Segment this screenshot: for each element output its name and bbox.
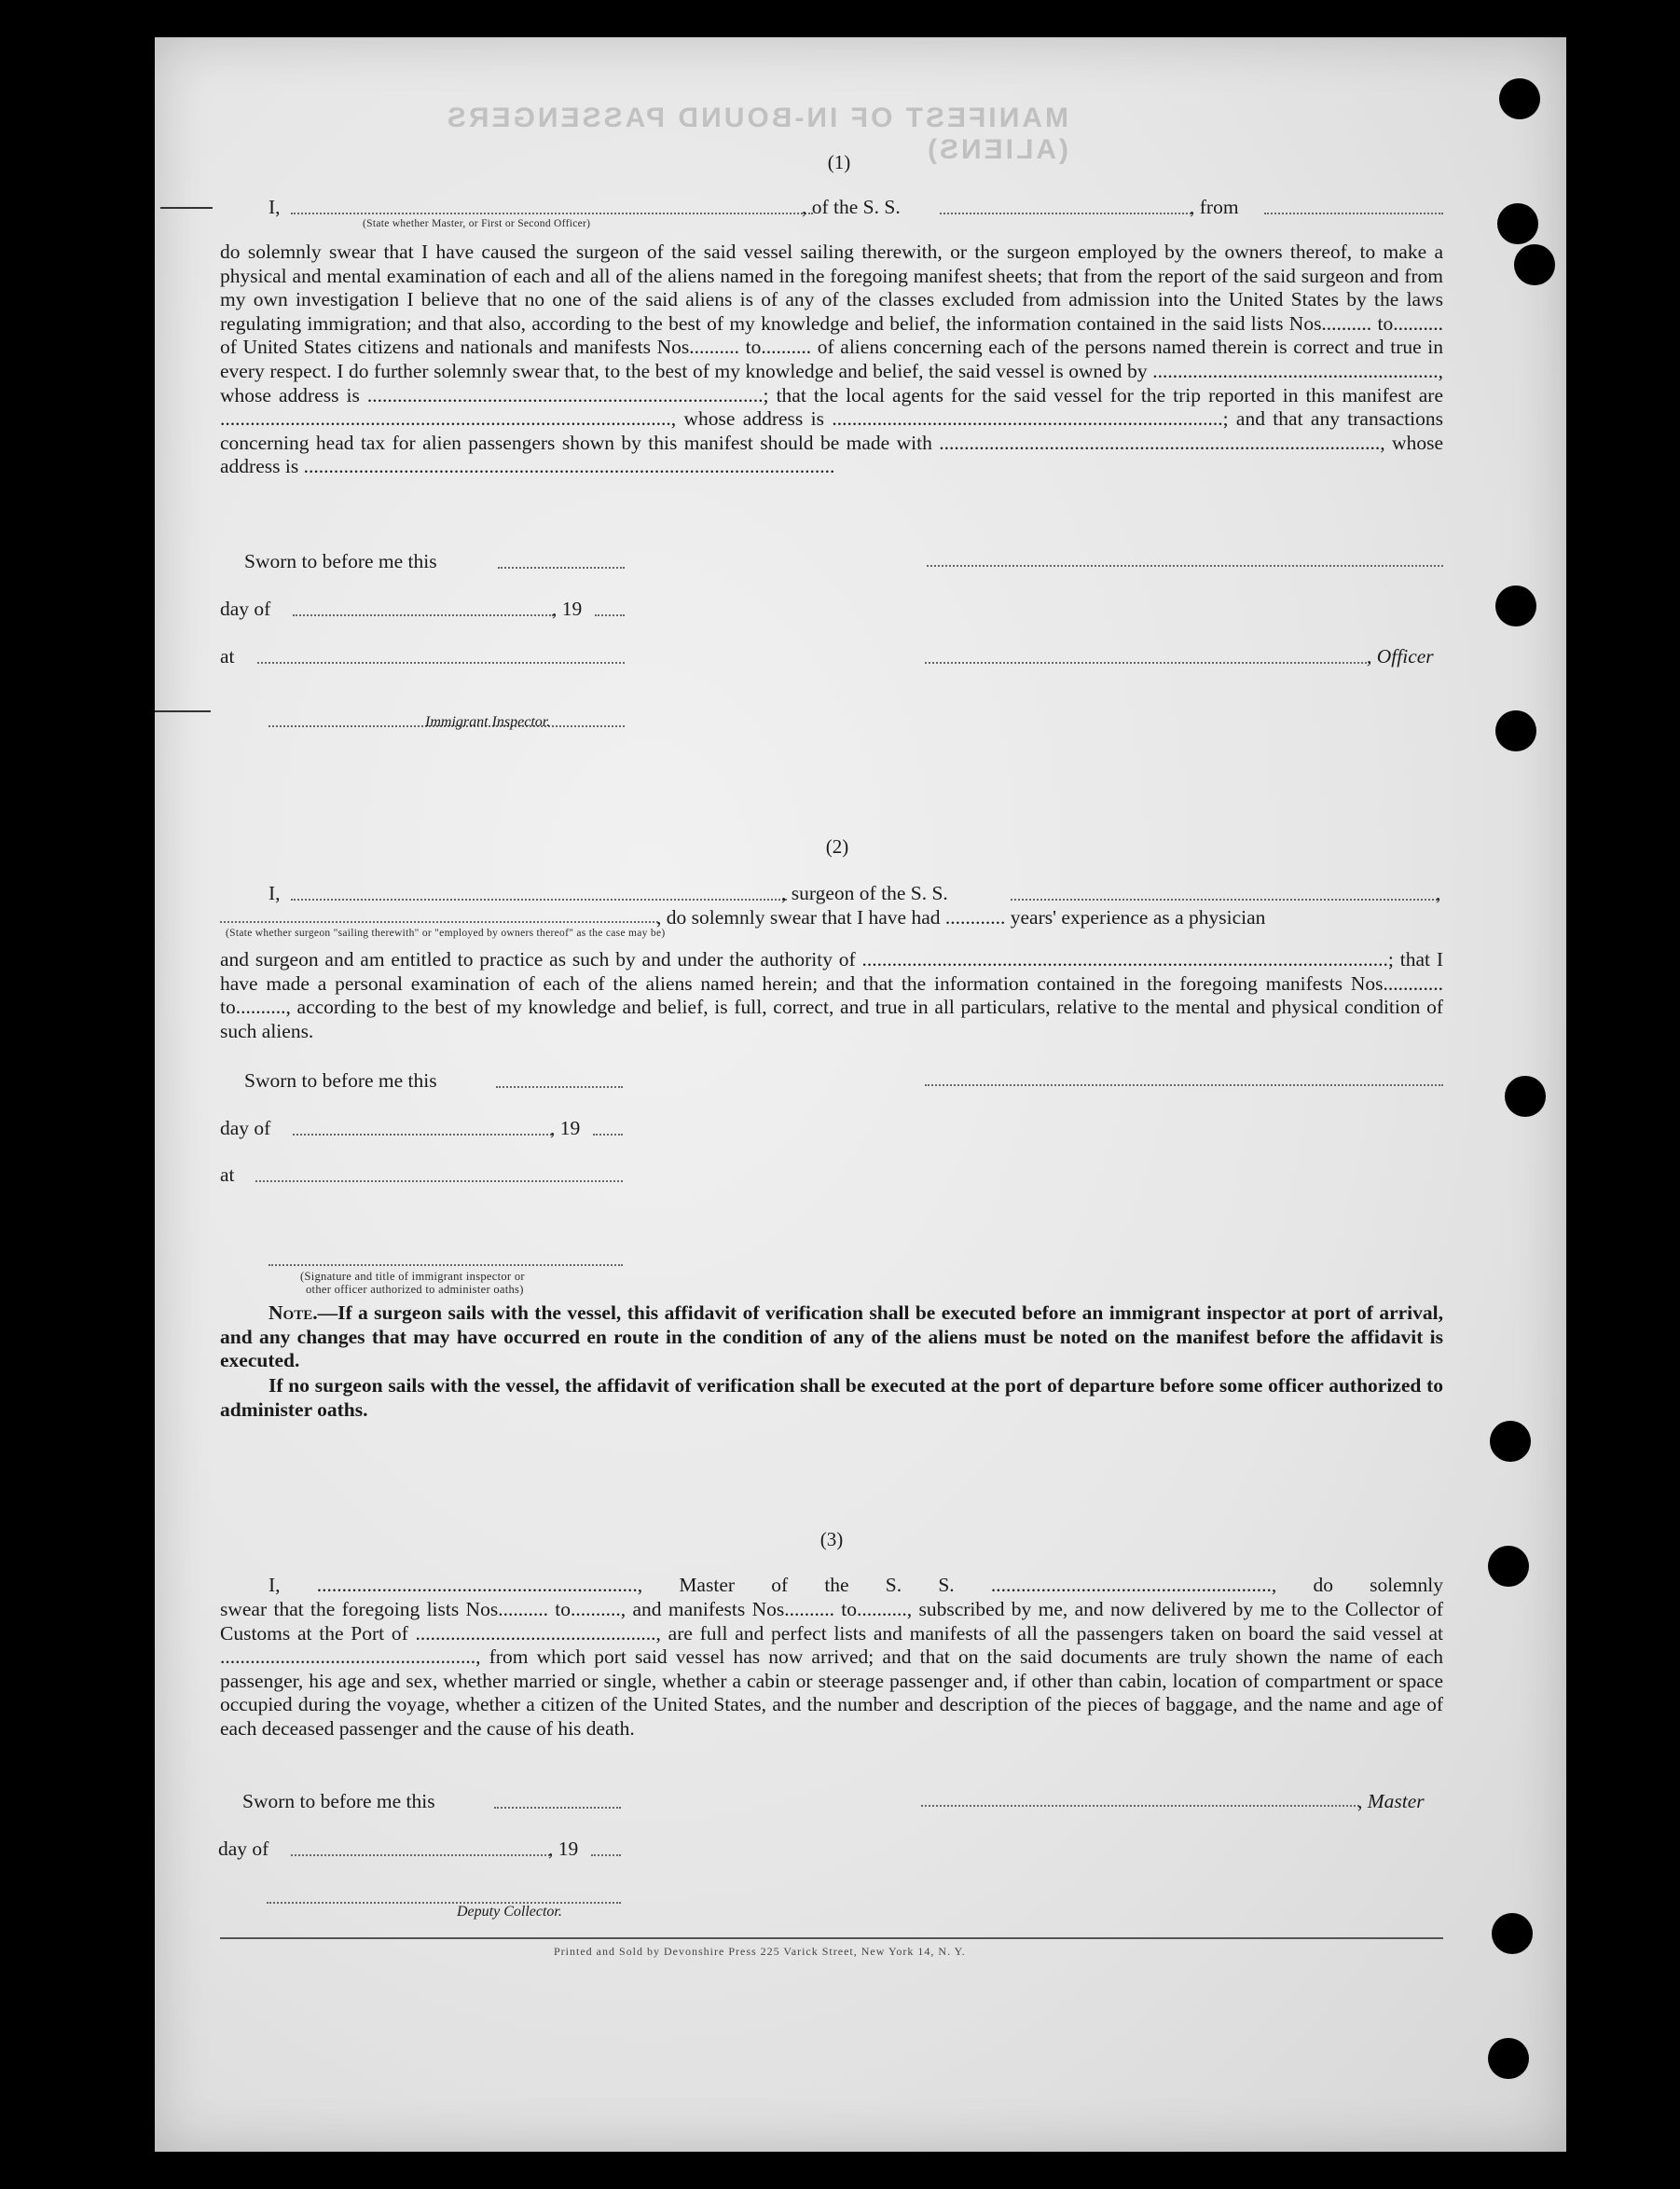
s3-year: , 19 (548, 1838, 579, 1860)
s2-day-of: day of (220, 1117, 271, 1139)
bleed-through-header: MANIFEST OF IN-BOUND PASSENGERS (ALIENS) (444, 103, 1068, 165)
punch-hole (1505, 1076, 1546, 1117)
s2-year: , 19 (550, 1117, 581, 1139)
s1-inspector-label: Immigrant Inspector. (425, 714, 551, 730)
s1-name-blank[interactable] (291, 194, 813, 214)
punch-hole (1488, 2038, 1529, 2079)
punch-hole (1514, 244, 1555, 285)
margin-tick (160, 207, 213, 209)
punch-hole (1499, 78, 1540, 119)
s2-state-note: (State whether surgeon "sailing therewith" or "employed by owners thereof" as the case may be) (226, 928, 666, 939)
s2-surgeon: , surgeon of the S. S. (781, 882, 948, 904)
s2-status-blank[interactable] (220, 902, 658, 923)
s2-signature-blank[interactable] (925, 1066, 1443, 1086)
s2-note-text: —If a surgeon sails with the vessel, this affidavit of verification shall be executed before an immigrant inspector at port of arrival, and any changes that may have occurred en route in the condition of any of the aliens must be noted on the manifest before the affidavit is executed. (220, 1301, 1443, 1372)
s2-ship-blank[interactable] (1011, 880, 1438, 901)
s1-at-blank[interactable] (257, 643, 625, 664)
footer-rule (220, 1937, 1443, 1939)
s1-state-note: (State whether Master, or First or Second Officer) (363, 218, 591, 229)
punch-hole (1495, 585, 1536, 626)
s2-day-blank[interactable] (293, 1115, 552, 1136)
punch-hole (1488, 1546, 1529, 1587)
s2-sworn-blank[interactable] (496, 1067, 623, 1088)
section-2-number: (2) (825, 835, 849, 858)
punch-hole (1495, 710, 1536, 751)
s2-sworn: Sworn to before me this (244, 1069, 437, 1092)
s2-inspector-signature-blank[interactable] (269, 1246, 623, 1266)
s2-sig-note-1: (Signature and title of immigrant inspector or (300, 1270, 525, 1283)
s3-day-blank[interactable] (291, 1836, 550, 1856)
s3-day-of: day of (218, 1838, 269, 1860)
punch-hole (1490, 1421, 1531, 1462)
punch-hole (1497, 203, 1538, 244)
s1-officer-blank[interactable] (925, 643, 1370, 664)
punch-hole (1492, 1913, 1533, 1954)
s2-at: at (220, 1163, 235, 1186)
s3-oath-body: swear that the foregoing lists Nos.......... to.........., and manifests Nos.......... to.........., subscribed by me, and now delivered by me to the Collector of Customs at the Port of ................................................, are full and perfect lists and manifests of all the passengers taken on board the said vessel at ..................................................., from which port said vessel has now arrived; and that on the said documents are truly shown the name of each passenger, his age and sex, whether married or single, whether a cabin or steerage passenger and, if other than cabin, location of compartment or space occupied during the voyage, whether a citizen of the United States, and the number and description of the pieces of baggage, and the name and age of each deceased passenger and the cause of his death. (220, 1598, 1443, 1740)
s1-from-blank[interactable] (1264, 194, 1443, 214)
s3-collector-signature-blank[interactable] (267, 1883, 621, 1904)
s3-collector-label: Deputy Collector. (457, 1904, 562, 1920)
s1-i: I, (269, 196, 281, 218)
s1-from: , from (1190, 196, 1239, 218)
s3-master-signature-blank[interactable] (921, 1786, 1359, 1807)
s1-ship-blank[interactable] (940, 194, 1191, 214)
s1-officer-signature-blank[interactable] (927, 546, 1443, 567)
s2-i: I, (269, 882, 281, 904)
printer-credit: Printed and Sold by Devonshire Press 225 Varick Street, New York 14, N. Y. (554, 1945, 966, 1958)
s2-at-blank[interactable] (255, 1162, 623, 1182)
s3-year-blank[interactable] (591, 1836, 621, 1856)
section-3-number: (3) (819, 1528, 844, 1550)
s2-note (220, 1301, 1443, 1373)
s1-officer-label: , Officer (1367, 645, 1434, 668)
s1-day-blank[interactable] (293, 596, 554, 616)
s2-note-label: Note. (269, 1301, 318, 1324)
s1-sworn: Sworn to before me this (244, 550, 437, 572)
s1-year-blank[interactable] (595, 596, 625, 616)
s2-line2: , do solemnly swear that I have had ............ years' experience as a physician (656, 906, 1266, 929)
s2-oath-body: and surgeon and am entitled to practice as such by and under the authority of .........................................................................................................; that I have made a personal examination of each of the aliens named herein; and that the information contained in the foregoing manifests Nos............ to.........., according to the best of my knowledge and belief, is full, correct, and true in all particulars, relative to the mental and physical condition of such aliens. (220, 948, 1443, 1042)
s2-sig-note-2: other officer authorized to administer oaths) (306, 1283, 524, 1296)
s2-note-2: If no surgeon sails with the vessel, the affidavit of verification shall be executed at the port of departure before some officer authorized to administer oaths. (220, 1374, 1443, 1421)
document-page (155, 37, 1566, 2152)
s1-sworn-blank[interactable] (498, 548, 625, 569)
s1-year: , 19 (552, 598, 583, 620)
s2-comma: , (1436, 882, 1441, 904)
s2-year-blank[interactable] (593, 1115, 623, 1136)
margin-tick (155, 710, 211, 712)
s1-oath-body: do solemnly swear that I have caused the surgeon of the said vessel sailing therewith, or the surgeon employed by the owners thereof, to make a physical and mental examination of each and all of the aliens named in the foregoing manifest sheets; that from the report of the said surgeon and from my own investigation I believe that no one of the said aliens is of any of the classes excluded from admission into the United States by the laws regulating immigration; and that also, according to the best of my knowledge and belief, the information contained in the said lists Nos.......... to.......... of United States citizens and nationals and manifests Nos.......... to.......... of aliens concerning each of the persons named therein is correct and true in every respect. I do further solemnly swear that, to the best of my knowledge and belief, the said vessel is owned by ........................................................., whose address is ...............................................................................; that the local agents for the said vessel for the trip reported in this manifest are .........................................................................................., whose address is ..............................................................................; and that any transactions concerning head tax for alien passengers shown by this manifest should be made with ........................................................................................, whose address is .......................................................................................................... (220, 241, 1443, 478)
s1-day-of: day of (220, 598, 271, 620)
s1-of-ss: , of the S. S. (802, 196, 901, 218)
section-1-number: (1) (827, 151, 851, 173)
s3-sworn: Sworn to before me this (242, 1790, 435, 1812)
s1-at: at (220, 645, 235, 668)
s3-sworn-blank[interactable] (494, 1788, 621, 1809)
s3-master-label: , Master (1357, 1790, 1425, 1812)
s2-name-blank[interactable] (291, 880, 787, 901)
s3-line1: I, ................................................................, Master of the S. S. ........................................................, do solemnly (269, 1574, 1443, 1596)
